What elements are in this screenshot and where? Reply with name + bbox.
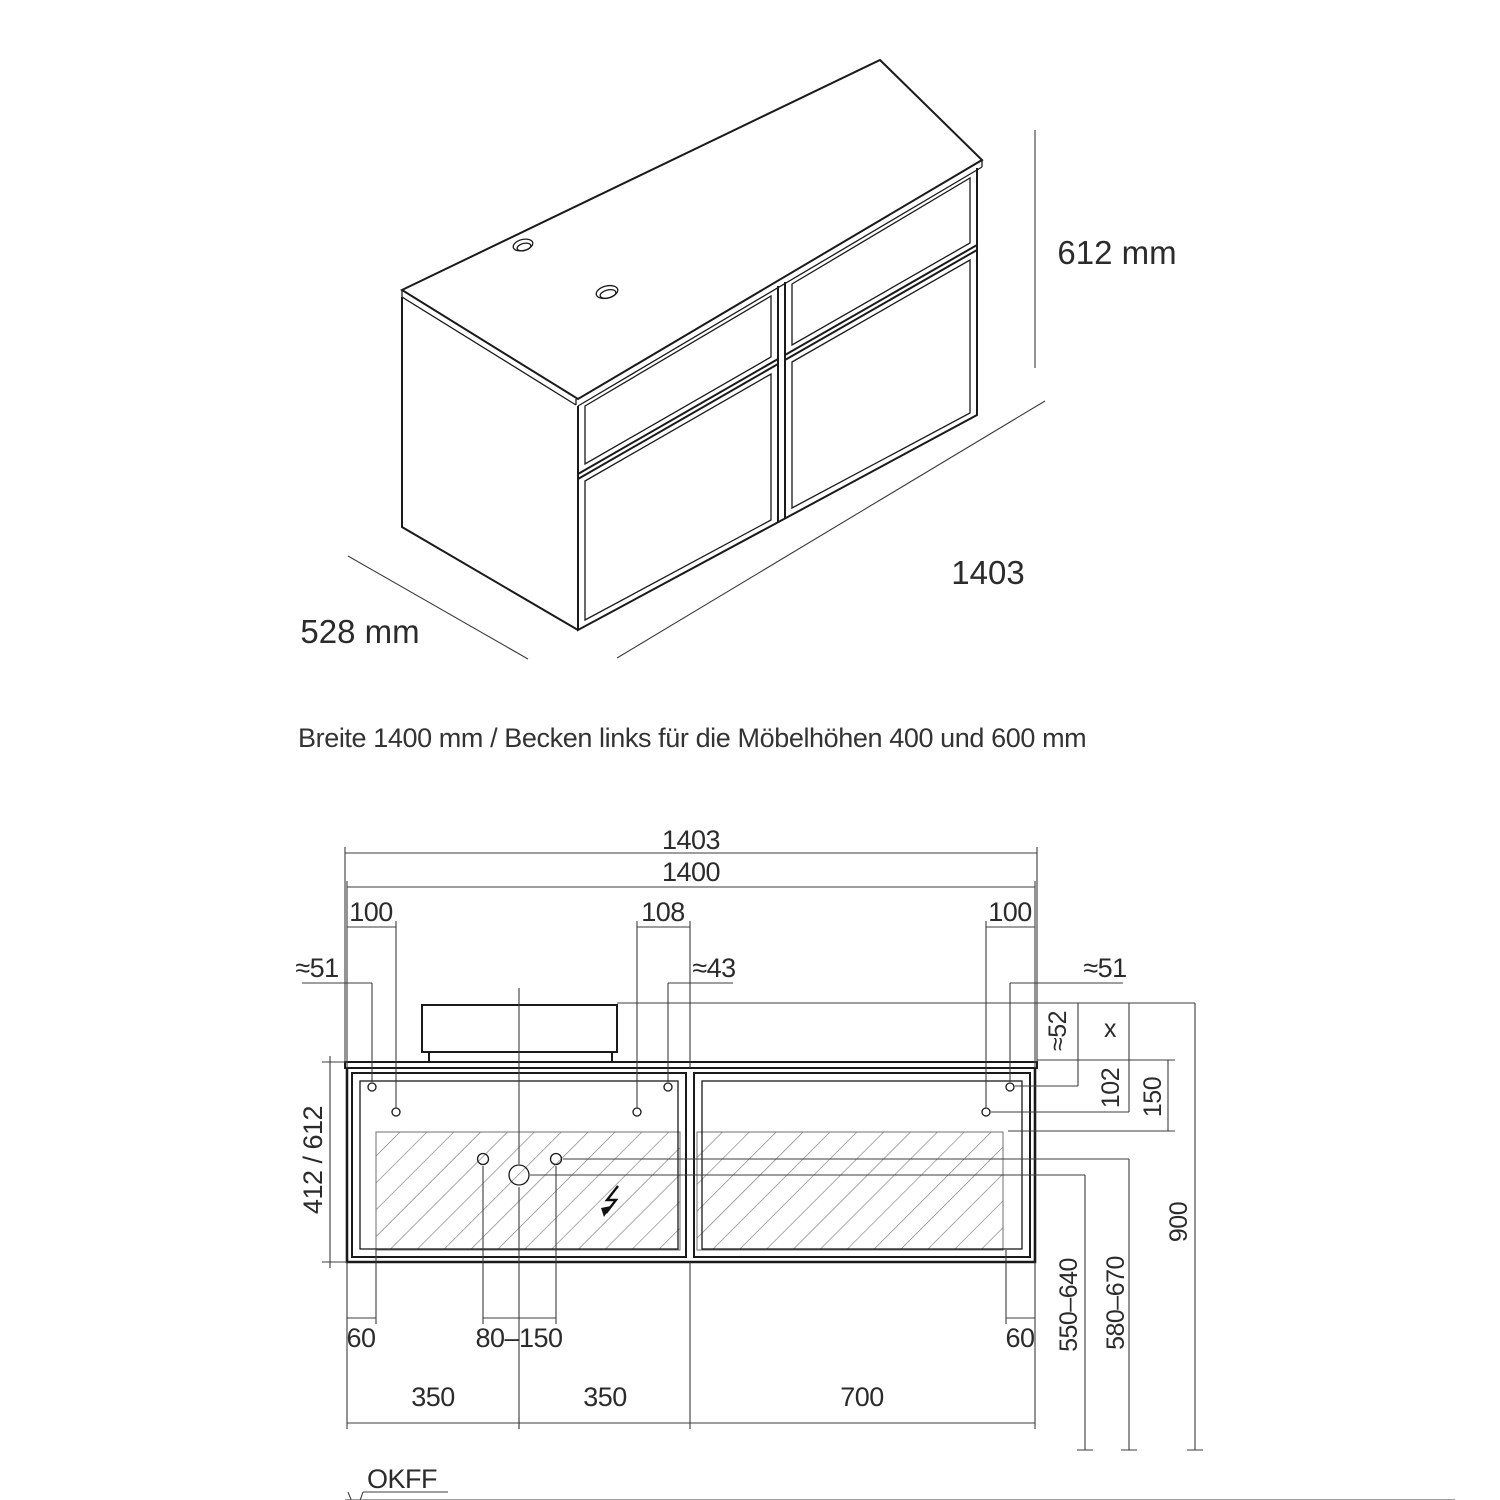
label-100-left: 100: [349, 897, 393, 927]
label-550-640: 550–640: [1055, 1258, 1083, 1352]
label-412-612: 412 / 612: [298, 1105, 328, 1215]
iso-panel-frame-bottom-right: [792, 260, 970, 508]
iso-view: [300, 60, 1176, 659]
label-150: 150: [1139, 1076, 1167, 1118]
label-1403: 1403: [661, 825, 721, 855]
dim-1400: [347, 881, 1035, 1068]
label-100-right: 100: [988, 897, 1032, 927]
label-51-right: ≈51: [1083, 953, 1127, 983]
label-43: ≈43: [692, 953, 736, 983]
label-60-right: 60: [1005, 1323, 1035, 1353]
dim-108: [637, 921, 690, 1108]
label-350-a: 350: [411, 1382, 455, 1412]
label-51-left: ≈51: [295, 953, 339, 983]
installation-zone-right: [697, 1132, 1003, 1250]
iso-countertop-face: [402, 60, 982, 399]
label-350-b: 350: [583, 1382, 627, 1412]
iso-height-label: 612 mm: [1057, 234, 1177, 271]
label-52: ≈52: [1044, 1010, 1072, 1052]
iso-width-label: 1403: [951, 554, 1025, 591]
fixing-holes: [368, 1083, 1014, 1116]
label-okff: OKFF: [367, 1464, 437, 1494]
label-900: 900: [1165, 1201, 1193, 1243]
elevation-view: [295, 825, 1455, 1500]
caption-text: Breite 1400 mm / Becken links für die Möbelhöhen 400 und 600 mm: [298, 723, 1087, 753]
label-700: 700: [840, 1382, 884, 1412]
iso-depth-label: 528 mm: [300, 613, 420, 650]
elev-countertop: [345, 1062, 1037, 1068]
label-60-left: 60: [346, 1323, 376, 1353]
installation-zone-left: [376, 1132, 680, 1250]
label-580-670: 580–670: [1102, 1256, 1130, 1350]
iso-carcass: [402, 168, 977, 630]
label-x: x: [1104, 1015, 1116, 1043]
label-1400: 1400: [661, 857, 721, 887]
iso-panel-frame-top-right: [792, 178, 970, 345]
label-102: 102: [1097, 1067, 1125, 1109]
iso-tap-holes: [512, 237, 619, 300]
label-80-150: 80–150: [475, 1323, 563, 1353]
iso-countertop-edge: [402, 160, 982, 406]
iso-drawer-divider: [778, 282, 785, 522]
iso-dim-line-width: [617, 401, 1045, 658]
okff-floor-line: [345, 1492, 1455, 1500]
label-108: 108: [641, 897, 685, 927]
